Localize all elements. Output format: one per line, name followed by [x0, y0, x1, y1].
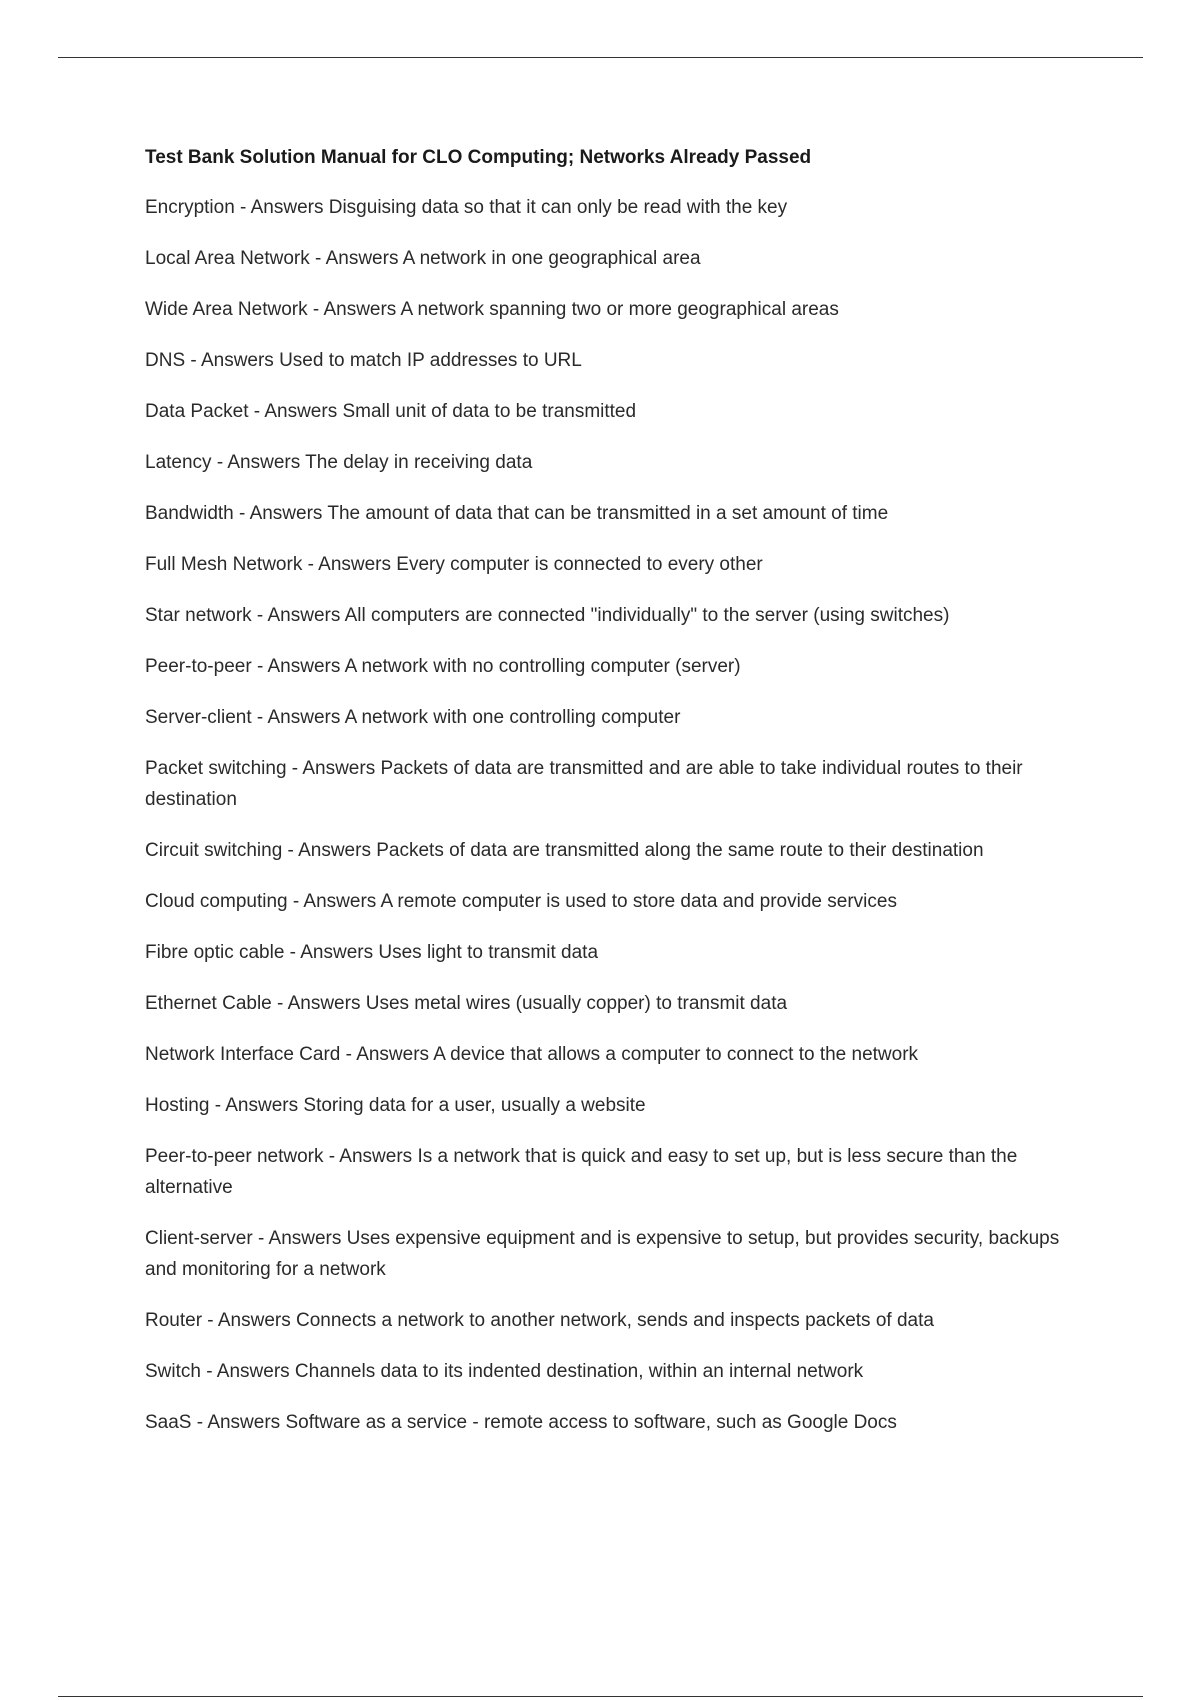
list-item: Network Interface Card - Answers A device that allows a computer to connect to the network — [145, 1044, 919, 1065]
list-item: Bandwidth - Answers The amount of data that can be transmitted in a set amount of time — [145, 503, 889, 524]
list-item: DNS - Answers Used to match IP addresses to URL — [145, 350, 582, 371]
list-item: SaaS - Answers Software as a service - remote access to software, such as Google Docs — [145, 1412, 897, 1433]
list-item: Star network - Answers All computers are connected "individually" to the server (using switches) — [145, 605, 950, 626]
footer-rule — [58, 1696, 1143, 1697]
list-item: Full Mesh Network - Answers Every computer is connected to every other — [145, 554, 763, 575]
list-item: Ethernet Cable - Answers Uses metal wires (usually copper) to transmit data — [145, 993, 788, 1014]
list-item: Fibre optic cable - Answers Uses light to transmit data — [145, 942, 599, 963]
list-item: Data Packet - Answers Small unit of data to be transmitted — [145, 401, 637, 422]
document-title: Test Bank Solution Manual for CLO Computing; Networks Already Passed — [145, 147, 812, 168]
list-item: Peer-to-peer network - Answers Is a network that is quick and easy to set up, but is less secure than the alternative — [145, 1146, 1018, 1198]
list-item: Packet switching - Answers Packets of data are transmitted and are able to take individual routes to their destination — [145, 758, 1023, 810]
list-item: Wide Area Network - Answers A network spanning two or more geographical areas — [145, 299, 839, 320]
list-item: Local Area Network - Answers A network in one geographical area — [145, 248, 701, 269]
list-item: Peer-to-peer - Answers A network with no controlling computer (server) — [145, 656, 741, 677]
list-item: Router - Answers Connects a network to another network, sends and inspects packets of data — [145, 1310, 934, 1331]
list-item: Cloud computing - Answers A remote computer is used to store data and provide services — [145, 891, 897, 912]
header-rule — [58, 57, 1143, 58]
list-item: Circuit switching - Answers Packets of data are transmitted along the same route to their destination — [145, 840, 984, 861]
list-item: Encryption - Answers Disguising data so that it can only be read with the key — [145, 197, 788, 218]
entry-list — [145, 192, 1080, 1438]
list-item: Hosting - Answers Storing data for a user, usually a website — [145, 1095, 646, 1116]
list-item: Server-client - Answers A network with one controlling computer — [145, 707, 681, 728]
list-item: Latency - Answers The delay in receiving data — [145, 452, 533, 473]
list-item: Switch - Answers Channels data to its indented destination, within an internal network — [145, 1361, 864, 1382]
list-item: Client-server - Answers Uses expensive equipment and is expensive to setup, but provides security, backups and monitoring for a network — [145, 1228, 1060, 1280]
document-body — [145, 144, 1080, 1458]
